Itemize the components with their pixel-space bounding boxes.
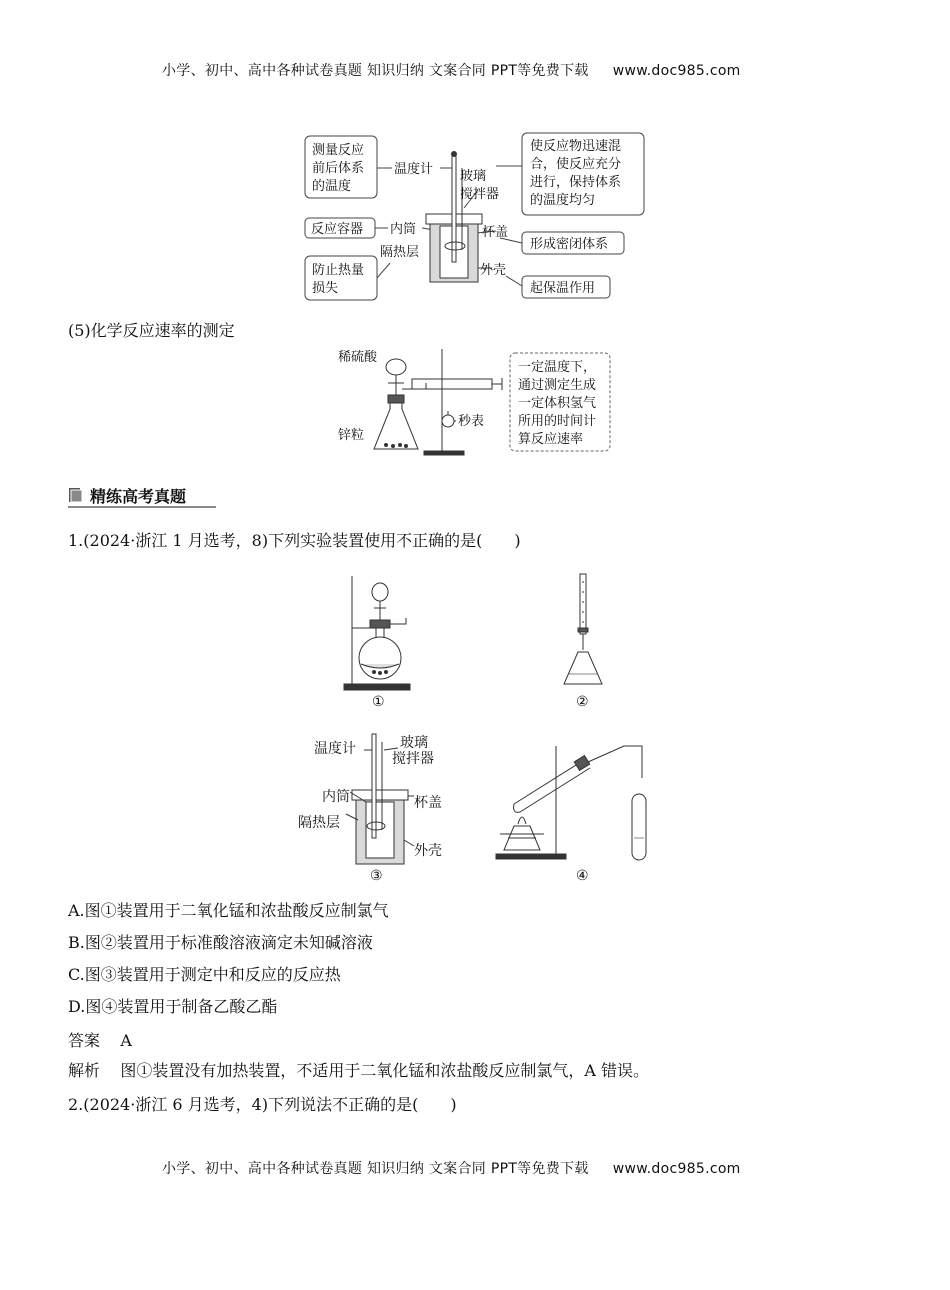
q2-stem: 2.(2024·浙江 6 月选考，4)下列说法不正确的是( ) — [68, 1095, 457, 1114]
acid-label: 稀硫酸 — [338, 350, 378, 365]
fig-label-3: ③ — [370, 868, 383, 884]
fig3-insulation-label: 隔热层 — [298, 815, 340, 831]
shell-label: 外壳 — [480, 263, 507, 278]
calorimeter-annotated-figure — [300, 128, 660, 306]
analysis-line — [68, 1058, 649, 1081]
fig3-inner-label: 内筒 — [322, 789, 350, 805]
stirrer-label-2: 搅拌器 — [460, 187, 500, 202]
note-line-1: 一定温度下， — [518, 360, 597, 375]
measure-line-2: 前后体系 — [312, 161, 365, 176]
fig-label-2: ② — [576, 694, 589, 710]
thermometer-label: 温度计 — [394, 162, 434, 177]
section-title: 精练高考真题 — [90, 487, 187, 506]
page-header — [162, 60, 741, 80]
fig3-lid-label: 杯盖 — [414, 795, 442, 811]
measure-line-3: 的温度 — [312, 179, 352, 194]
note-line-4: 所用的时间计 — [518, 414, 597, 429]
prevent-line-1: 防止热量 — [312, 263, 365, 278]
option-c: C.图③装置用于测定中和反应的反应热 — [68, 965, 341, 984]
mix-line-1: 使反应物迅速混 — [530, 139, 622, 154]
lid-label: 杯盖 — [482, 225, 509, 240]
section-icon — [68, 487, 84, 503]
header-text: 小学、初中、高中各种试卷真题 知识归纳 文案合同 PPT等免费下载 — [162, 63, 589, 79]
rate-measurement-figure — [336, 345, 616, 457]
answer-label: 答案 — [68, 1031, 101, 1050]
note-line-3: 一定体积氢气 — [518, 396, 597, 411]
fig3-stirrer-label-2: 搅拌器 — [392, 751, 434, 767]
footer-text: 小学、初中、高中各种试卷真题 知识归纳 文案合同 PPT等免费下载 — [162, 1161, 589, 1177]
apparatus-1 — [340, 572, 424, 692]
fig3-thermometer-label: 温度计 — [314, 741, 356, 757]
footer-url[interactable]: www.doc985.com — [612, 1161, 741, 1177]
fig-label-4: ④ — [576, 868, 589, 884]
note-line-5: 算反应速率 — [518, 432, 584, 447]
section-divider — [68, 506, 216, 508]
option-b: B.图②装置用于标准酸溶液滴定未知碱溶液 — [68, 933, 373, 952]
analysis-label: 解析 — [68, 1061, 101, 1080]
option-d: D.图④装置用于制备乙酸乙酯 — [68, 997, 278, 1016]
answer-line — [68, 1028, 132, 1051]
insulation-label: 隔热层 — [380, 245, 420, 260]
inner-label: 内筒 — [390, 222, 417, 237]
mix-line-4: 的温度均匀 — [530, 193, 596, 208]
stirrer-label-1: 玻璃 — [460, 169, 487, 184]
zinc-label: 锌粒 — [338, 428, 365, 443]
apparatus-2 — [560, 572, 610, 692]
container-text: 反应容器 — [311, 222, 364, 237]
answer-value: A — [120, 1031, 132, 1050]
mix-line-3: 进行，保持体系 — [530, 175, 622, 190]
keep-text: 起保温作用 — [530, 281, 596, 296]
fig3-shell-label: 外壳 — [414, 843, 442, 859]
stopwatch-label: 秒表 — [458, 414, 485, 429]
apparatus-4 — [494, 738, 656, 868]
fig-label-1: ① — [372, 694, 385, 710]
seal-text: 形成密闭体系 — [530, 237, 609, 252]
mix-line-2: 合，使反应充分 — [530, 157, 622, 172]
measure-line-1: 测量反应 — [312, 143, 365, 158]
option-a: A.图①装置用于二氧化锰和浓盐酸反应制氯气 — [68, 901, 389, 920]
analysis-text: 图①装置没有加热装置，不适用于二氧化锰和浓盐酸反应制氯气，A 错误。 — [120, 1061, 650, 1080]
item-5-heading: (5)化学反应速率的测定 — [68, 321, 235, 340]
fig3-stirrer-label-1: 玻璃 — [400, 735, 428, 751]
header-url[interactable]: www.doc985.com — [612, 63, 741, 79]
page-footer — [162, 1158, 741, 1178]
prevent-line-2: 损失 — [312, 281, 339, 296]
q1-stem: 1.(2024·浙江 1 月选考，8)下列实验装置使用不正确的是( ) — [68, 531, 521, 550]
note-line-2: 通过测定生成 — [518, 378, 597, 393]
